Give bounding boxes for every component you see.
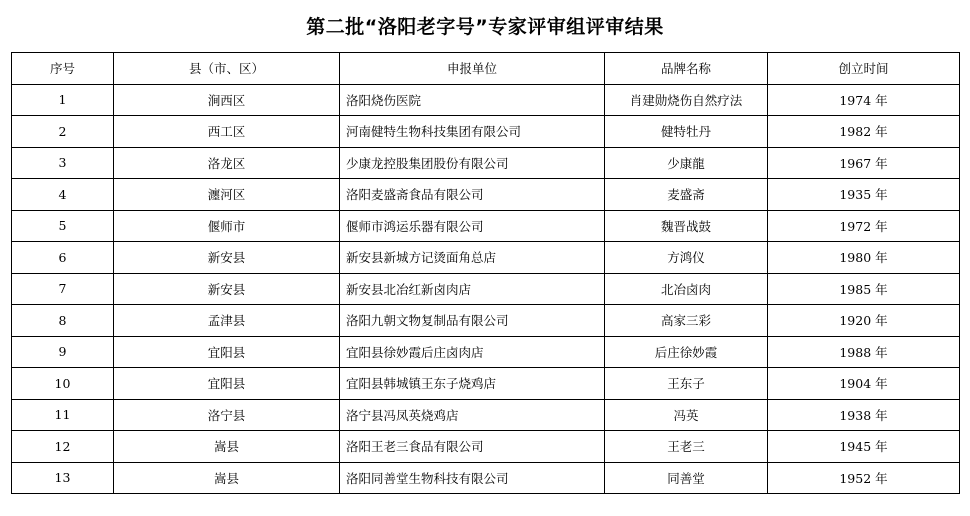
cell-county: 宜阳县 (114, 336, 340, 368)
cell-year: 1904 年 (768, 368, 960, 400)
cell-brand: 麦盛斋 (605, 179, 768, 211)
cell-brand: 王老三 (605, 431, 768, 463)
cell-county: 孟津县 (114, 305, 340, 337)
cell-unit: 洛阳烧伤医院 (340, 84, 605, 116)
cell-year: 1988 年 (768, 336, 960, 368)
table-row (12, 368, 960, 400)
page-title: 第二批“洛阳老字号”专家评审组评审结果 (306, 16, 664, 38)
cell-unit: 宜阳县韩城镇王东子烧鸡店 (340, 368, 605, 400)
cell-year: 1985 年 (768, 273, 960, 305)
cell-no: 1 (12, 84, 114, 116)
cell-brand: 方鸿仪 (605, 242, 768, 274)
cell-brand: 高家三彩 (605, 305, 768, 337)
cell-unit: 河南健特生物科技集团有限公司 (340, 116, 605, 148)
cell-brand: 王东子 (605, 368, 768, 400)
cell-county: 西工区 (114, 116, 340, 148)
cell-year: 1980 年 (768, 242, 960, 274)
cell-county: 嵩县 (114, 462, 340, 494)
cell-unit: 偃师市鸿运乐器有限公司 (340, 210, 605, 242)
table-row (12, 336, 960, 368)
table-row (12, 462, 960, 494)
cell-county: 洛宁县 (114, 399, 340, 431)
cell-brand: 魏晋战鼓 (605, 210, 768, 242)
cell-no: 2 (12, 116, 114, 148)
cell-unit: 洛阳麦盛斋食品有限公司 (340, 179, 605, 211)
cell-no: 10 (12, 368, 114, 400)
table-row (12, 147, 960, 179)
cell-no: 12 (12, 431, 114, 463)
cell-no: 7 (12, 273, 114, 305)
cell-year: 1920 年 (768, 305, 960, 337)
cell-year: 1967 年 (768, 147, 960, 179)
cell-county: 洛龙区 (114, 147, 340, 179)
header-unit: 申报单位 (340, 53, 605, 85)
cell-no: 11 (12, 399, 114, 431)
table-row (12, 305, 960, 337)
table-row (12, 116, 960, 148)
table-row (12, 242, 960, 274)
cell-no: 4 (12, 179, 114, 211)
cell-brand: 同善堂 (605, 462, 768, 494)
cell-no: 8 (12, 305, 114, 337)
cell-unit: 洛阳同善堂生物科技有限公司 (340, 462, 605, 494)
header-no: 序号 (12, 53, 114, 85)
cell-year: 1945 年 (768, 431, 960, 463)
cell-unit: 洛宁县冯凤英烧鸡店 (340, 399, 605, 431)
cell-year: 1952 年 (768, 462, 960, 494)
table-row (12, 84, 960, 116)
header-county: 县（市、区） (114, 53, 340, 85)
cell-year: 1938 年 (768, 399, 960, 431)
cell-unit: 新安县北冶红新卤肉店 (340, 273, 605, 305)
cell-county: 新安县 (114, 273, 340, 305)
cell-no: 5 (12, 210, 114, 242)
cell-county: 新安县 (114, 242, 340, 274)
cell-brand: 后庄徐妙霞 (605, 336, 768, 368)
table-row (12, 399, 960, 431)
table-row (12, 273, 960, 305)
cell-county: 瀍河区 (114, 179, 340, 211)
cell-no: 9 (12, 336, 114, 368)
table-row (12, 179, 960, 211)
cell-year: 1982 年 (768, 116, 960, 148)
table-header-row (12, 53, 960, 85)
cell-unit: 少康龙控股集团股份有限公司 (340, 147, 605, 179)
cell-county: 涧西区 (114, 84, 340, 116)
cell-year: 1935 年 (768, 179, 960, 211)
cell-year: 1974 年 (768, 84, 960, 116)
table-row (12, 431, 960, 463)
cell-county: 偃师市 (114, 210, 340, 242)
cell-brand: 少康龍 (605, 147, 768, 179)
cell-no: 13 (12, 462, 114, 494)
cell-unit: 洛阳王老三食品有限公司 (340, 431, 605, 463)
cell-unit: 宜阳县徐妙霞后庄卤肉店 (340, 336, 605, 368)
header-year: 创立时间 (768, 53, 960, 85)
table-row (12, 210, 960, 242)
cell-no: 3 (12, 147, 114, 179)
cell-brand: 肖建勋烧伤自然疗法 (605, 84, 768, 116)
cell-unit: 洛阳九朝文物复制品有限公司 (340, 305, 605, 337)
cell-county: 宜阳县 (114, 368, 340, 400)
cell-brand: 冯英 (605, 399, 768, 431)
header-brand: 品牌名称 (605, 53, 768, 85)
cell-brand: 北冶卤肉 (605, 273, 768, 305)
cell-county: 嵩县 (114, 431, 340, 463)
cell-no: 6 (12, 242, 114, 274)
cell-year: 1972 年 (768, 210, 960, 242)
results-table (11, 52, 960, 494)
cell-unit: 新安县新城方记烫面角总店 (340, 242, 605, 274)
cell-brand: 健特牡丹 (605, 116, 768, 148)
